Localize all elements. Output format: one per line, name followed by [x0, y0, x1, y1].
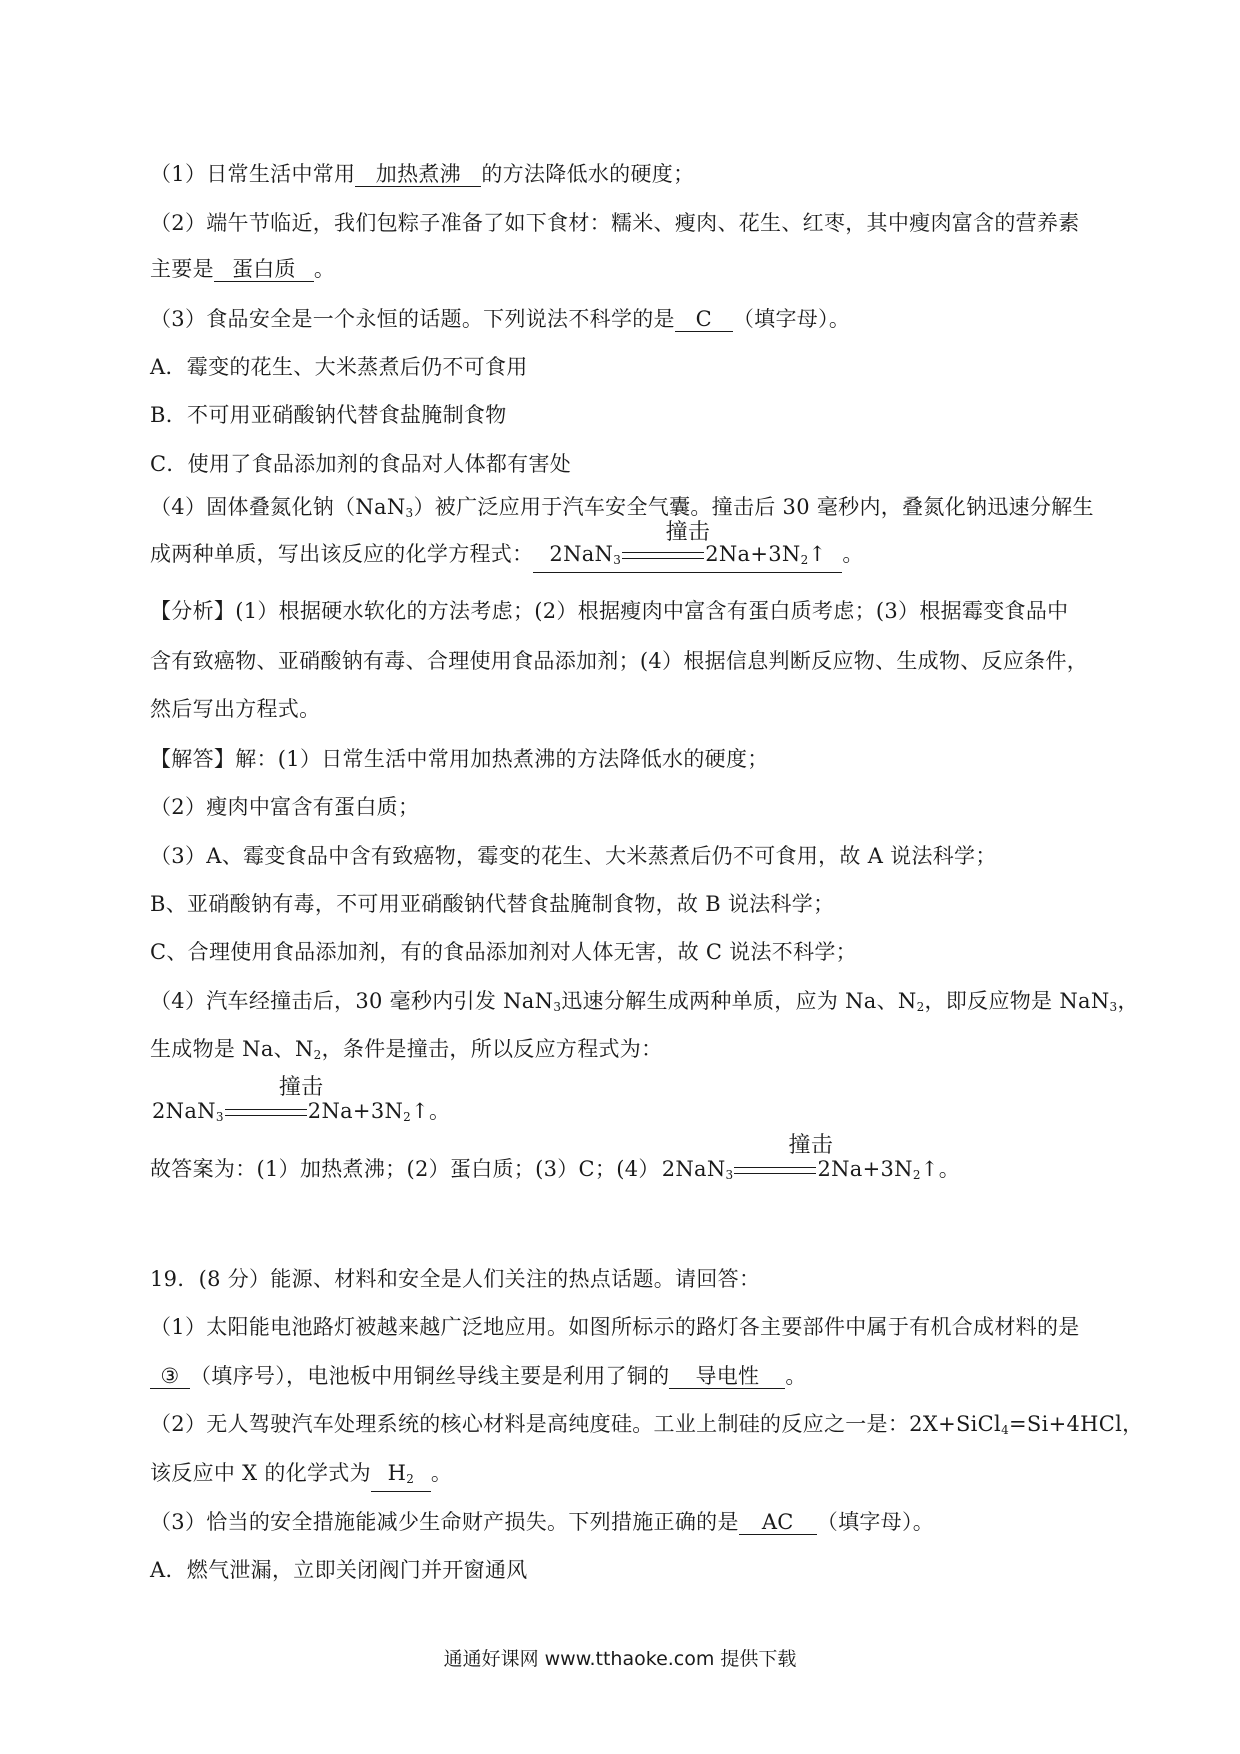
- q19-title: 19．(8 分）能源、材料和安全是人们关注的热点话题。请回答：: [150, 1267, 761, 1291]
- answer-blank: 加热煮沸: [355, 162, 481, 187]
- answer-line5: C、合理使用食品添加剂，有的食品添加剂对人体无害，故 C 说法不科学；: [150, 940, 857, 964]
- q18-part2-line1: （2）端午节临近，我们包粽子准备了如下食材：糯米、瘦肉、花生、红枣，其中瘦肉富含的营养素: [150, 211, 1080, 235]
- q19-part3: （3）恰当的安全措施能减少生命财产损失。下列措施正确的是 AC （填字母）。: [150, 1510, 935, 1534]
- double-line-icon: [734, 1167, 816, 1174]
- q19-part2-line1: （2）无人驾驶汽车处理系统的核心材料是高纯度硅。工业上制硅的反应之一是：2X+SiCl$_4$=Si+4HCl，: [150, 1412, 1144, 1437]
- double-line-icon: [225, 1109, 307, 1116]
- chemical-equation: 2NaN$_3$ 撞击 $2Na+3N_2↑$。: [152, 1075, 451, 1124]
- q19-part1-line2: ③ （填序号），电池板中用铜丝导线主要是利用了铜的 导电性 。: [150, 1362, 807, 1390]
- q19-part1-line1: （1）太阳能电池路灯被越来越广泛地应用。如图所标示的路灯各主要部件中属于有机合成材料的是: [150, 1315, 1080, 1339]
- answer-blank: $H_2$: [371, 1461, 431, 1492]
- analysis-line1: 【分析】(1）根据硬水软化的方法考虑；(2）根据瘦肉中富含有蛋白质考虑；(3）根据霉变食品中: [150, 599, 1069, 623]
- answer4-line2: 生成物是 Na、$N_2$，条件是撞击，所以反应方程式为：: [150, 1037, 663, 1062]
- double-line-icon: [622, 552, 704, 559]
- reaction-condition: 撞击: [278, 1075, 324, 1100]
- final-answer: 故答案为：(1）加热煮沸；(2）蛋白质；(3）C；(4）2NaN$_3$ 撞击 $2Na+3N_2↑$。: [150, 1155, 962, 1189]
- option-b: B．不可用亚硝酸钠代替食盐腌制食物: [150, 403, 507, 427]
- answer-line3: （3）A、霉变食品中含有致癌物，霉变的花生、大米蒸煮后仍不可食用，故 A 说法科学；: [150, 844, 997, 868]
- answer-blank: 导电性: [669, 1364, 785, 1389]
- answer-line1: 【解答】解：(1）日常生活中常用加热煮沸的方法降低水的硬度；: [150, 747, 769, 771]
- page-footer: 通通好课网 www.tthaoke.com 提供下载: [443, 1648, 797, 1670]
- q19-option-a: A．燃气泄漏，立即关闭阀门并开窗通风: [150, 1558, 528, 1582]
- answer-line2: （2）瘦肉中富含有蛋白质；: [150, 795, 420, 819]
- q18-part2-line2: 主要是 蛋白质 。: [150, 257, 336, 281]
- answer-blank: 蛋白质: [214, 257, 314, 282]
- option-a: A．霉变的花生、大米蒸煮后仍不可食用: [150, 355, 528, 379]
- q18-part1: （1）日常生活中常用 加热煮沸 的方法降低水的硬度；: [150, 162, 695, 186]
- answer4-equation: [150, 1075, 452, 1131]
- reaction-condition: 撞击: [665, 520, 711, 545]
- chemical-equation: 2NaN$_3$ 撞击 $2Na+3N_2↑$。: [661, 1133, 960, 1182]
- reaction-condition: 撞击: [788, 1133, 834, 1158]
- q18-part4-line2: 成两种单质，写出该反应的化学方程式： 2NaN$_3$ 撞击 $2Na+3N_2↑$ 。: [150, 540, 864, 573]
- answer-blank: AC: [739, 1510, 817, 1535]
- answer-blank: C: [675, 307, 733, 332]
- answer4-line1: （4）汽车经撞击后，30 毫秒内引发 NaN$_3$迅速分解生成两种单质，应为 Na、$N_2$，即反应物是 NaN$_3$，: [150, 989, 1139, 1014]
- answer-blank: ③: [150, 1364, 190, 1389]
- equation-blank: [533, 520, 842, 573]
- option-c: C．使用了食品添加剂的食品对人体都有害处: [150, 452, 572, 476]
- q18-part3: （3）食品安全是一个永恒的话题。下列说法不科学的是 C （填字母）。: [150, 307, 851, 331]
- chemical-equation: 2NaN$_3$ 撞击 $2Na+3N_2↑$: [549, 520, 827, 567]
- q18-part4-line1: （4）固体叠氮化钠（NaN$_3$）被广泛应用于汽车安全气囊。撞击后 30 毫秒内，叠氮化钠迅速分解生: [150, 495, 1094, 520]
- analysis-line2: 含有致癌物、亚硝酸钠有毒、合理使用食品添加剂；(4）根据信息判断反应物、生成物、反应条件，: [150, 649, 1089, 673]
- analysis-line3: 然后写出方程式。: [150, 697, 321, 721]
- q19-part2-line2: 该反应中 X 的化学式为 $H_2$ 。: [150, 1459, 452, 1492]
- answer-line4: B、亚硝酸钠有毒，不可用亚硝酸钠代替食盐腌制食物，故 B 说法科学；: [150, 892, 835, 916]
